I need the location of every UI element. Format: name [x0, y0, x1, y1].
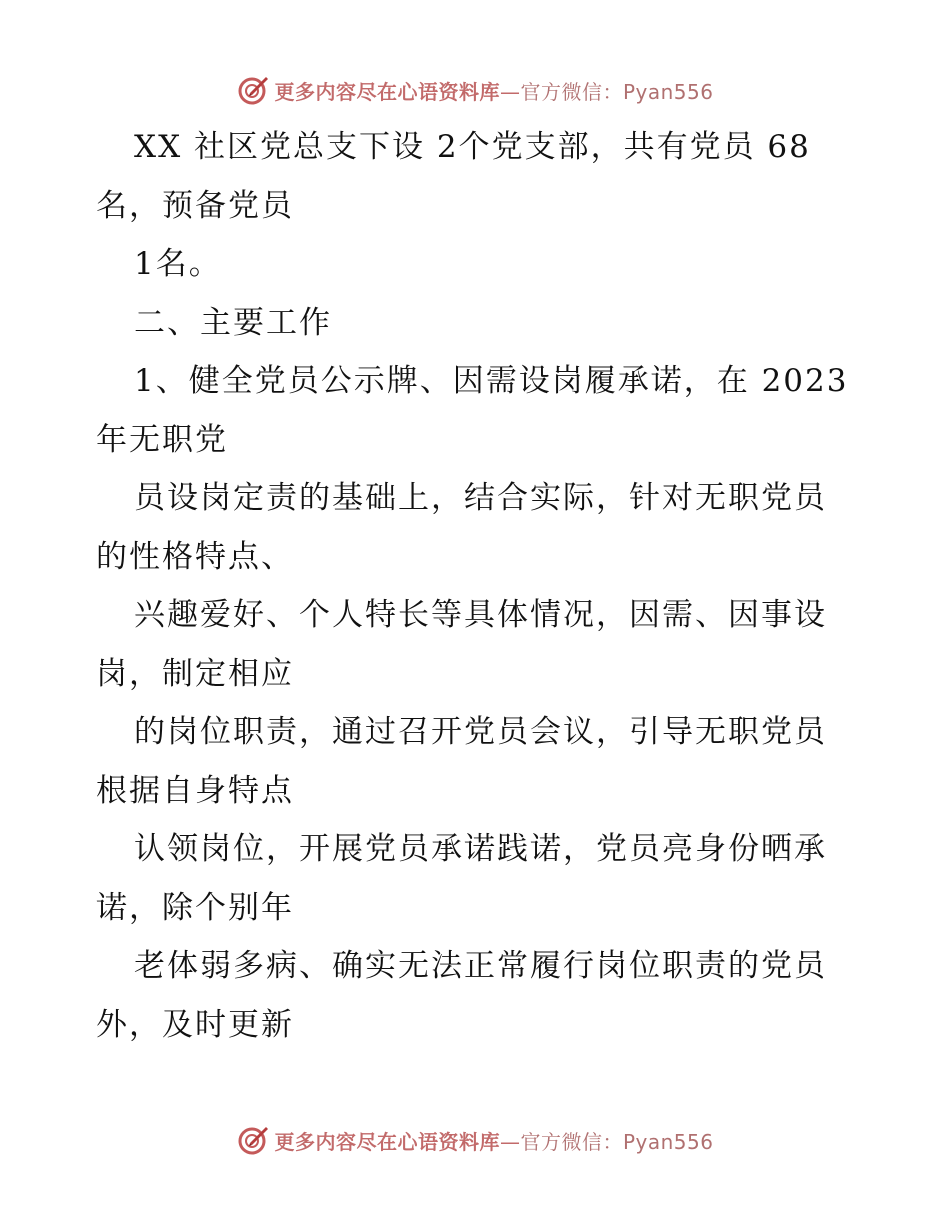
footer-banner-wechat: 官方微信：Pyan556: [520, 1129, 714, 1154]
pen-circle-logo-icon: [236, 73, 270, 107]
body-line: 兴趣爱好、个人特长等具体情况，因需、因事设: [134, 597, 827, 633]
body-line: 年无职党: [96, 421, 228, 458]
body-line: 名，预备党员: [96, 187, 294, 224]
body-line: 根据自身特点: [96, 772, 294, 809]
header-banner-main: 更多内容尽在心语资料库: [274, 79, 500, 104]
header-banner: [0, 70, 950, 110]
body-line: 老体弱多病、确实无法正常履行岗位职责的党员: [134, 948, 827, 984]
footer-banner: [0, 1120, 950, 1160]
body-line: 1名。: [134, 246, 222, 282]
body-line: 员设岗定责的基础上，结合实际，针对无职党员: [134, 480, 827, 516]
header-banner-text: [274, 76, 713, 105]
body-line: 外，及时更新: [96, 1006, 294, 1043]
footer-banner-text: [274, 1126, 713, 1155]
body-line: 认领岗位，开展党员承诺践诺，党员亮身份晒承: [134, 831, 827, 867]
body-line: 的岗位职责，通过召开党员会议，引导无职党员: [134, 714, 827, 750]
document-body: [96, 118, 856, 1054]
header-banner-wechat: 官方微信：Pyan556: [520, 79, 714, 104]
pen-circle-logo-icon: [236, 1123, 270, 1157]
section-heading: 二、主要工作: [134, 304, 332, 341]
body-line: 1、健全党员公示牌、因需设岗履承诺，在 2023: [134, 363, 849, 399]
body-line: 岗，制定相应: [96, 655, 294, 692]
body-line: XX 社区党总支下设 2个党支部，共有党员 68: [134, 129, 811, 165]
body-line: 的性格特点、: [96, 538, 294, 575]
footer-banner-separator: —: [499, 1129, 521, 1154]
footer-banner-main: 更多内容尽在心语资料库: [274, 1129, 500, 1154]
body-line: 诺，除个别年: [96, 889, 294, 926]
header-banner-separator: —: [499, 79, 521, 104]
